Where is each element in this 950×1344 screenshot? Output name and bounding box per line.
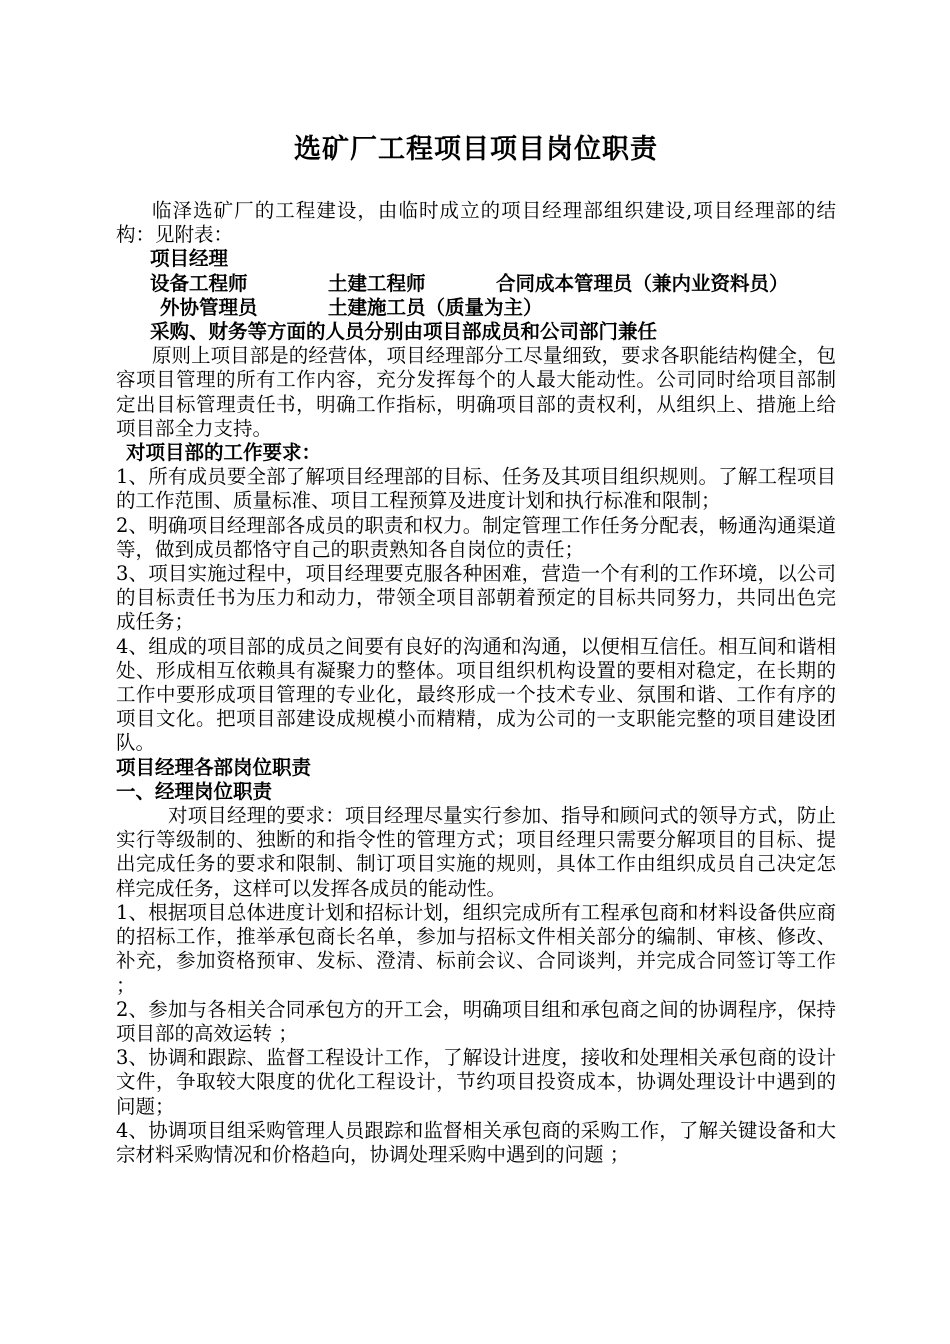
requirement-item: 4、组成的项目部的成员之间要有良好的沟通和沟通，以便相互信任。相互间和谐相处、形成相互依赖具有凝聚力的整体。项目组织机构设置的要相对稳定，在长期的工作中要形成项目管理的专业化，最终形成一个技术专业、氛围和谐、工作有序的项目文化。把项目部建设成规模小而精精，成为公司的一支职能完整的项目建设团队。 [116, 634, 836, 755]
section-heading: 项目经理各部岗位职责 [116, 755, 312, 779]
duty-item: 4、协调项目组采购管理人员跟踪和监督相关承包商的采购工作，了解关键设备和大宗材料采购情况和价格趋向，协调处理采购中遇到的问题 ； [116, 1118, 836, 1166]
org-row-1 [116, 272, 836, 296]
principle-paragraph: 原则上项目部是的经营体，项目经理部分工尽量细致，要求各职能结构健全，包容项目管理的所有工作内容，充分发挥每个的人最大能动性。公司同时给项目部制定出目标管理责任书，明确工作指标，明确项目部的责权利，从组织上、措施上给项目部全力支持。 [116, 344, 836, 440]
org-role-contract-cost-manager: 合同成本管理员（兼内业资料员） [496, 271, 789, 295]
requirement-item: 2、明确项目经理部各成员的职责和权力。制定管理工作任务分配表，畅通沟通渠道等，做到成员都恪守自己的职责熟知各自岗位的责任； [116, 513, 836, 561]
subsection-heading: 一、经理岗位职责 [116, 779, 273, 803]
org-role-civil-engineer: 土建工程师 [328, 271, 426, 295]
intro-paragraph: 临泽选矿厂的工程建设，由临时成立的项目经理部组织建设,项目经理部的结构：见附表： [116, 199, 836, 247]
duty-item: 3、协调和跟踪、监督工程设计工作，了解设计进度，接收和处理相关承包商的设计文件，争取较大限度的优化工程设计，节约项目投资成本，协调处理设计中遇到的问题； [116, 1046, 836, 1118]
org-note: 采购、财务等方面的人员分别由项目部成员和公司部门兼任 [150, 320, 658, 344]
org-role-external-coordinator: 外协管理员 [160, 295, 258, 319]
manager-requirement-paragraph: 对项目经理的要求：项目经理尽量实行参加、指导和顾问式的领导方式，防止实行等级制的、独断的和指令性的管理方式；项目经理只需要分解项目的目标、提出完成任务的要求和限制、制订项目实施的规则，具体工作由组织成员自己决定怎样完成任务，这样可以发挥各成员的能动性。 [116, 804, 836, 900]
duty-item: 1、根据项目总体进度计划和招标计划，组织完成所有工程承包商和材料设备供应商的招标工作，推举承包商长名单，参加与招标文件相关部分的编制、审核、修改、补充，参加资格预审、发标、澄清、标前会议、合同谈判，并完成合同签订等工作 ； [116, 900, 836, 997]
requirements-heading: 对项目部的工作要求： [126, 441, 322, 465]
document-title: 选矿厂工程项目项目岗位职责 [294, 134, 658, 165]
requirement-item: 3、项目实施过程中，项目经理要克服各种困难，营造一个有利的工作环境，以公司的目标责任书为压力和动力，带领全项目部朝着预定的目标共同努力，共同出色完成任务； [116, 562, 836, 634]
document-body [116, 199, 836, 1167]
duty-item: 2、参加与各相关合同承包方的开工会，明确项目组和承包商之间的协调程序，保持项目部的高效运转 ； [116, 997, 836, 1045]
org-role-equipment-engineer: 设备工程师 [150, 271, 248, 295]
org-manager: 项目经理 [150, 247, 229, 271]
requirement-item: 1、所有成员要全部了解项目经理部的目标、任务及其项目组织规则。了解工程项目的工作范围、质量标准、项目工程预算及进度计划和执行标准和限制； [116, 465, 836, 513]
org-row-2 [116, 296, 836, 320]
org-role-civil-construction-worker: 土建施工员（质量为主） [328, 295, 543, 319]
